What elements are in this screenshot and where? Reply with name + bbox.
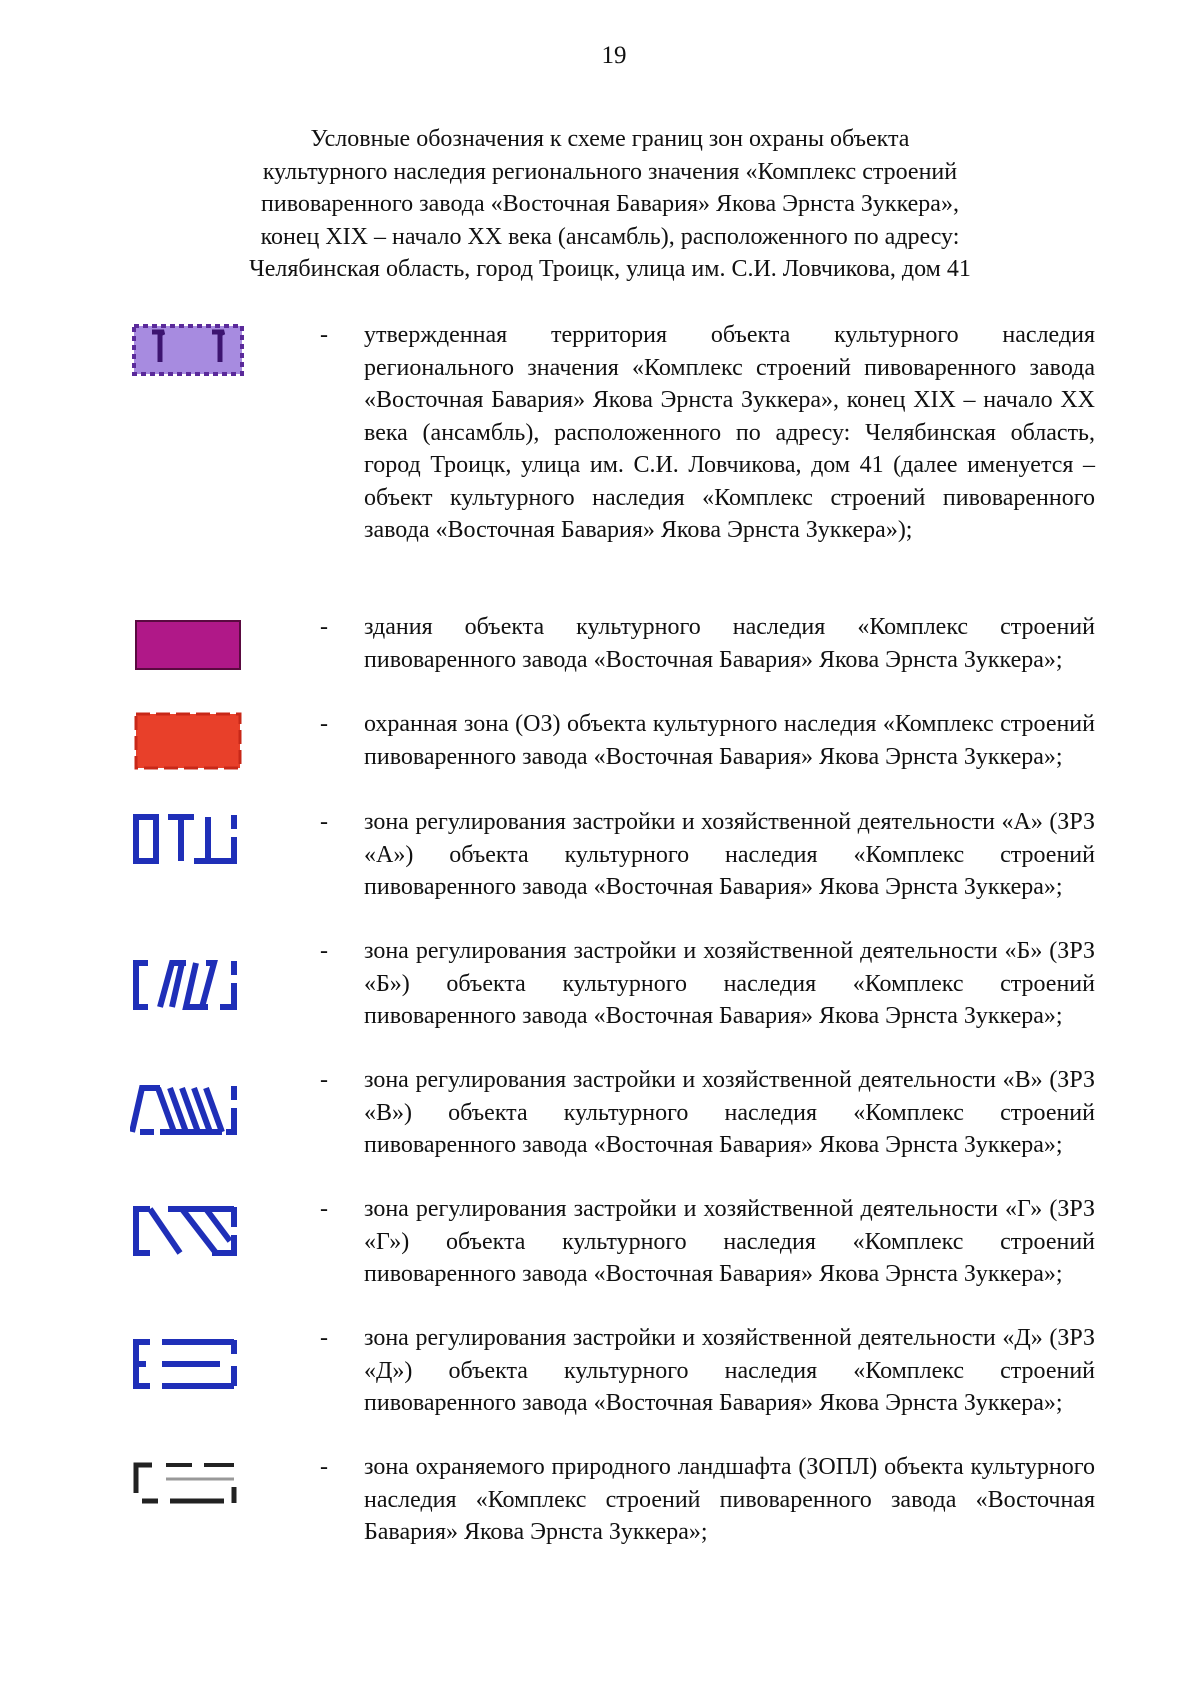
- title-line: Условные обозначения к схеме границ зон охраны объекта: [310, 126, 910, 152]
- legend-dash: -: [320, 1196, 328, 1222]
- legend-dash: -: [320, 1067, 328, 1093]
- zrz-d-symbol-icon: [130, 1336, 246, 1392]
- legend-dash: -: [320, 938, 328, 964]
- legend-description: зона регулирования застройки и хозяйственной деятельности «Б» (ЗРЗ «Б») объекта культурного наследия «Комплекс строений пивоваренного завода «Восточная Бавария» Якова Эрнста Зуккера»;: [364, 938, 1095, 1029]
- legend-dash: -: [320, 1454, 328, 1480]
- page-title: [150, 123, 1070, 286]
- legend-description: зона регулирования застройки и хозяйственной деятельности «Д» (ЗРЗ «Д») объекта культурного наследия «Комплекс строений пивоваренного завода «Восточная Бавария» Якова Эрнста Зуккера»;: [364, 1325, 1095, 1416]
- legend-description: здания объекта культурного наследия «Комплекс строений пивоваренного завода «Восточная Бавария» Якова Эрнста Зуккера»;: [364, 614, 1095, 673]
- legend-dash: -: [320, 711, 328, 737]
- title-line: культурного наследия регионального значения «Комплекс строений: [262, 158, 958, 185]
- zrz-g-symbol-icon: [130, 1203, 246, 1259]
- protection-zone-symbol-icon: [130, 712, 246, 770]
- legend-description: зона регулирования застройки и хозяйственной деятельности «А» (ЗРЗ «А») объекта культурного наследия «Комплекс строений пивоваренного завода «Восточная Бавария» Якова Эрнста Зуккера»;: [364, 809, 1095, 900]
- title-line: Челябинская область, город Троицк, улица им. С.И. Ловчикова, дом 41: [249, 256, 971, 282]
- legend-description: охранная зона (ОЗ) объекта культурного наследия «Комплекс строений пивоваренного завода «Восточная Бавария» Якова Эрнста Зуккера»;: [364, 711, 1095, 770]
- zrz-a-symbol-icon: [130, 811, 246, 867]
- legend-dash: -: [320, 809, 328, 835]
- legend-description: зона охраняемого природного ландшафта (ЗОПЛ) объекта культурного наследия «Комплекс строений пивоваренного завода «Восточная Бавария» Якова Эрнста Зуккера»;: [364, 1454, 1095, 1545]
- territory-symbol-icon: [130, 322, 246, 378]
- zrz-b-symbol-icon: [130, 957, 246, 1013]
- legend-description: утвержденная территория объекта культурного наследия регионального значения «Комплекс строений пивоваренного завода «Восточная Бавария» Якова Эрнста Зуккера», конец XIX – начало XX века (ансамбль), расположенного по адресу: Челябинская область, город Троицк, улица им. С.И. Ловчикова, дом 41 (далее именуется – объект культурного наследия «Комплекс строений пивоваренного завода «Восточная Бавария» Якова Эрнста Зуккера»);: [364, 322, 1095, 543]
- zrz-v-symbol-icon: [130, 1082, 246, 1138]
- page-number: 19: [601, 42, 627, 69]
- zopl-symbol-icon: [130, 1457, 246, 1513]
- legend-dash: -: [320, 614, 328, 640]
- title-line: пивоваренного завода «Восточная Бавария» Якова Эрнста Зуккера»,: [261, 191, 959, 217]
- title-line: конец XIX – начало XX века (ансамбль), расположенного по адресу:: [260, 223, 960, 250]
- legend-dash: -: [320, 322, 328, 348]
- buildings-symbol-icon: [130, 619, 246, 675]
- legend-description: зона регулирования застройки и хозяйственной деятельности «Г» (ЗРЗ «Г») объекта культурного наследия «Комплекс строений пивоваренного завода «Восточная Бавария» Якова Эрнста Зуккера»;: [364, 1196, 1095, 1287]
- legend-dash: -: [320, 1325, 328, 1351]
- legend-description: зона регулирования застройки и хозяйственной деятельности «В» (ЗРЗ «В») объекта культурного наследия «Комплекс строений пивоваренного завода «Восточная Бавария» Якова Эрнста Зуккера»;: [364, 1067, 1095, 1158]
